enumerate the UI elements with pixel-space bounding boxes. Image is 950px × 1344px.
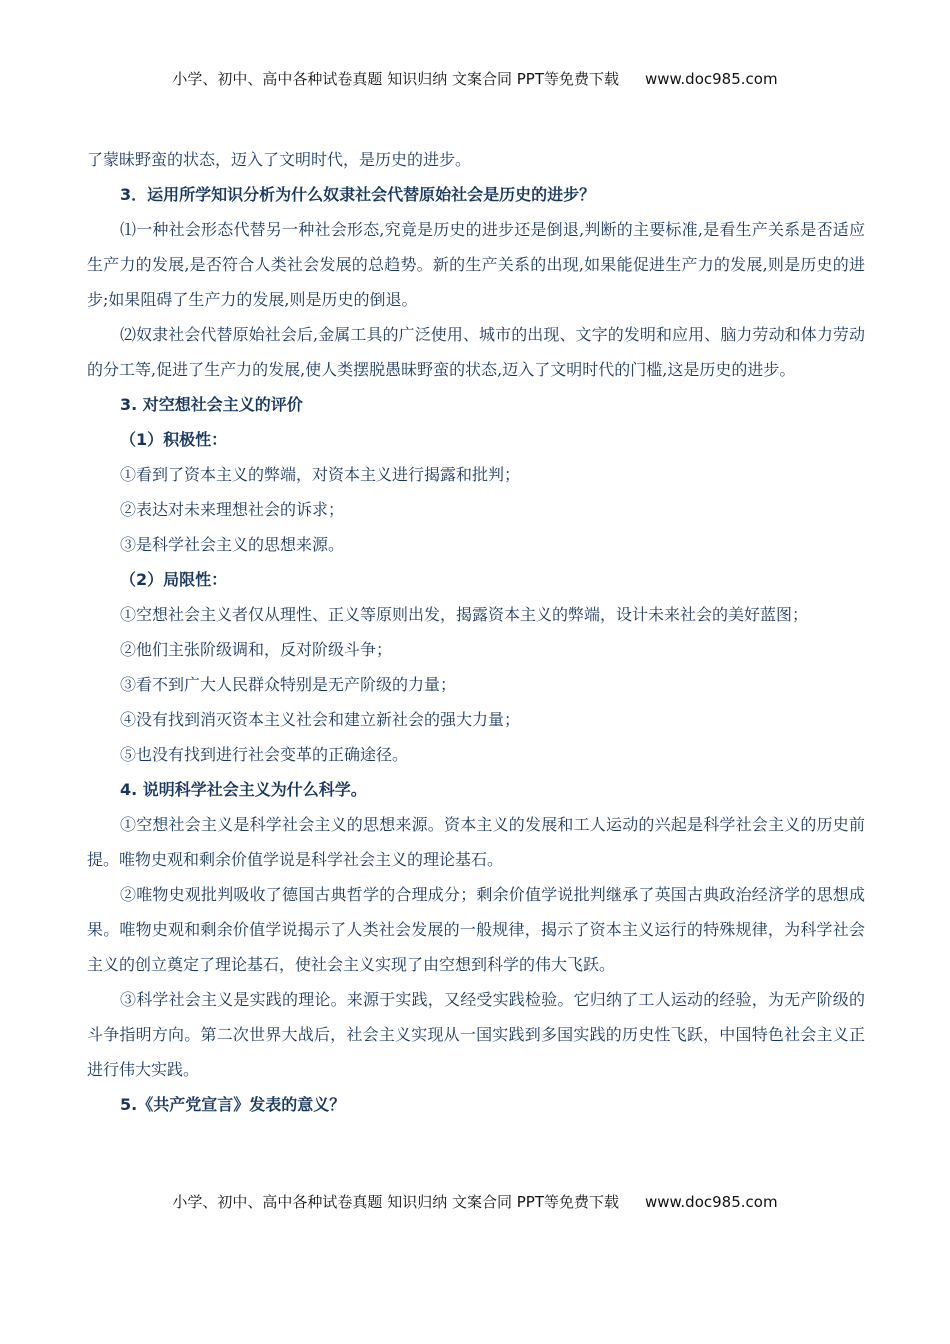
list-item-positive-1: ①看到了资本主义的弊端，对资本主义进行揭露和批判； (120, 465, 521, 484)
list-item-limitation-3: ③看不到广大人民群众特别是无产阶级的力量； (120, 675, 457, 694)
section-heading-scientific: 4. 说明科学社会主义为什么科学。 (120, 780, 367, 799)
section-heading-utopian: 3. 对空想社会主义的评价 (120, 395, 303, 414)
header-text: 小学、初中、高中各种试卷真题 知识归纳 文案合同 PPT等免费下载 (172, 70, 619, 88)
answer-paragraph-scientific-1: ①空想社会主义是科学社会主义的思想来源。资本主义的发展和工人运动的兴起是科学社会主义的历史前提。唯物史观和剩余价值学说是科学社会主义的理论基石。 (87, 815, 865, 869)
page-header (0, 68, 950, 89)
list-item-limitation-4: ④没有找到消灭资本主义社会和建立新社会的强大力量； (120, 710, 521, 729)
list-item-limitation-5: ⑤也没有找到进行社会变革的正确途径。 (120, 745, 409, 764)
subheading-limitation: （2）局限性： (120, 570, 228, 589)
document-body (87, 142, 865, 1122)
list-item-limitation-1: ①空想社会主义者仅从理性、正义等原则出发，揭露资本主义的弊端，设计未来社会的美好蓝图； (120, 605, 809, 624)
subheading-positive: （1）积极性： (120, 430, 228, 449)
footer-text: 小学、初中、高中各种试卷真题 知识归纳 文案合同 PPT等免费下载 (172, 1193, 619, 1211)
list-item-positive-2: ②表达对未来理想社会的诉求； (120, 500, 345, 519)
list-item-positive-3: ③是科学社会主义的思想来源。 (120, 535, 345, 554)
header-site-link[interactable]: www.doc985.com (644, 70, 778, 88)
page-footer (0, 1191, 950, 1212)
footer-site-link[interactable]: www.doc985.com (644, 1193, 778, 1211)
question-heading-3: 3．运用所学知识分析为什么奴隶社会代替原始社会是历史的进步？ (120, 185, 596, 204)
paragraph-continuation: 了蒙昧野蛮的状态，迈入了文明时代，是历史的进步。 (87, 150, 472, 169)
answer-paragraph-scientific-3: ③科学社会主义是实践的理论。来源于实践，又经受实践检验。它归纳了工人运动的经验，为无产阶级的斗争指明方向。第二次世界大战后，社会主义实现从一国实践到多国实践的历史性飞跃，中国特色社会主义正进行伟大实践。 (87, 990, 865, 1079)
section-heading-manifesto: 5.《共产党宣言》发表的意义？ (120, 1095, 346, 1114)
answer-paragraph-1: ⑴一种社会形态代替另一种社会形态,究竟是历史的进步还是倒退,判断的主要标准,是看生产关系是否适应生产力的发展,是否符合人类社会发展的总趋势。新的生产关系的出现,如果能促进生产力的发展,则是历史的进步;如果阻碍了生产力的发展,则是历史的倒退。 (87, 220, 865, 309)
answer-paragraph-scientific-2: ②唯物史观批判吸收了德国古典哲学的合理成分；剩余价值学说批判继承了英国古典政治经济学的思想成果。唯物史观和剩余价值学说揭示了人类社会发展的一般规律，揭示了资本主义运行的特殊规律，为科学社会主义的创立奠定了理论基石，使社会主义实现了由空想到科学的伟大飞跃。 (87, 885, 865, 974)
answer-paragraph-2: ⑵奴隶社会代替原始社会后,金属工具的广泛使用、城市的出现、文字的发明和应用、脑力劳动和体力劳动的分工等,促进了生产力的发展,使人类摆脱愚昧野蛮的状态,迈入了文明时代的门槛,这是历史的进步。 (87, 325, 865, 379)
list-item-limitation-2: ②他们主张阶级调和，反对阶级斗争； (120, 640, 393, 659)
